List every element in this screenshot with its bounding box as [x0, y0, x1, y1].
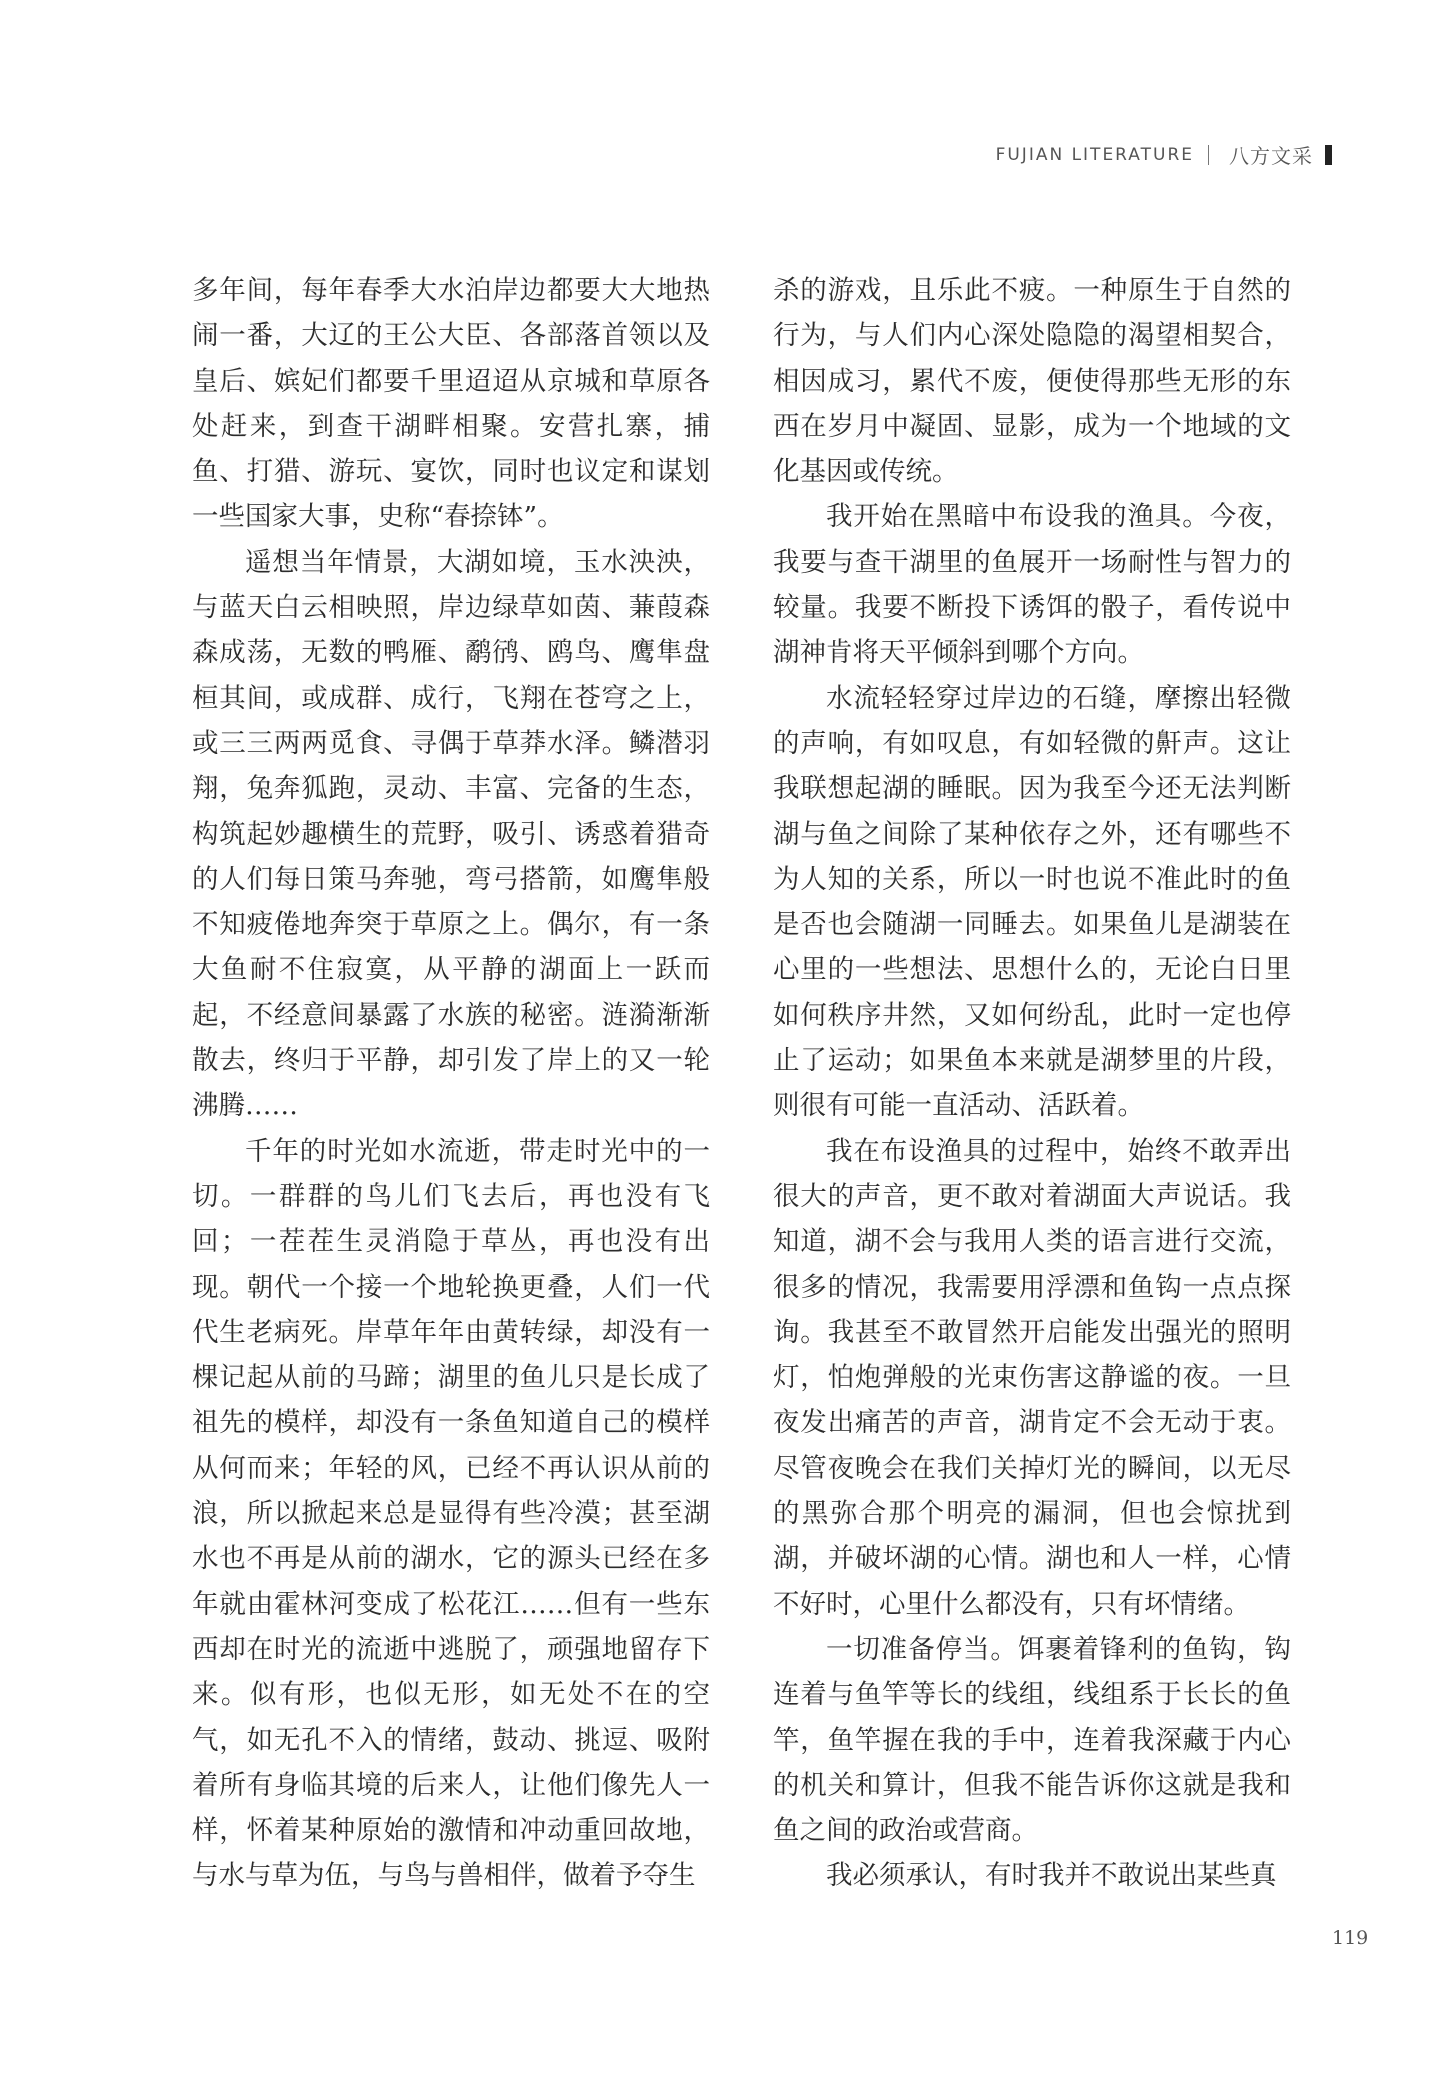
header-block-mark — [1325, 145, 1332, 165]
paragraph: 千年的时光如水流逝，带走时光中的一切。一群群的鸟儿们飞去后，再也没有飞回；一茬茬生灵消隐于草丛，再也没有出现。朝代一个接一个地轮换更叠，人们一代代生老病死。岸草年年由黄转绿，却没有一棵记起从前的马蹄；湖里的鱼儿只是长成了祖先的模样，却没有一条鱼知道自己的模样从何而来；年轻的风，已经不再认识从前的浪，所以掀起来总是显得有些冷漠；甚至湖水也不再是从前的湖水，它的源头已经在多年就由霍林河变成了松花江……但有一些东西却在时光的流逝中逃脱了，顽强地留存下来。似有形，也似无形，如无处不在的空气，如无孔不入的情绪，鼓动、挑逗、吸附着所有身临其境的后来人，让他们像先人一样，怀着某种原始的激情和冲动重回故地，与水与草为伍，与鸟与兽相伴，做着予夺生 — [192, 1135, 710, 1892]
page-number: 119 — [1332, 1927, 1369, 1949]
right-text-column — [773, 268, 1291, 1899]
running-header — [996, 140, 1332, 169]
paragraph: 杀的游戏，且乐此不疲。一种原生于自然的行为，与人们内心深处隐隐的渴望相契合，相因成习，累代不废，便使得那些无形的东西在岁月中凝固、显影，成为一个地域的文化基因或传统。 — [773, 275, 1291, 488]
column-name: 八方文采 — [1229, 144, 1313, 168]
left-text-column — [192, 268, 710, 1899]
paragraph: 我必须承认，有时我并不敢说出某些真 — [826, 1860, 1277, 1892]
journal-name: FUJIAN LITERATURE — [995, 144, 1194, 165]
paragraph: 我开始在黑暗中布设我的渔具。今夜，我要与查干湖里的鱼展开一场耐性与智力的较量。我要不断投下诱饵的骰子，看传说中湖神肯将天平倾斜到哪个方向。 — [773, 501, 1291, 669]
paragraph: 一切准备停当。饵裹着锋利的鱼钩，钩连着与鱼竿等长的线组，线组系于长长的鱼竿，鱼竿握在我的手中，连着我深藏于内心的机关和算计，但我不能告诉你这就是我和鱼之间的政治或营商。 — [773, 1633, 1291, 1847]
header-divider — [1208, 145, 1209, 165]
paragraph: 多年间，每年春季大水泊岸边都要大大地热闹一番，大辽的王公大臣、各部落首领以及皇后、嫔妃们都要千里迢迢从京城和草原各处赶来，到查干湖畔相聚。安营扎寨，捕鱼、打猎、游玩、宴饮，同时也议定和谋划一些国家大事，史称“春捺钵”。 — [192, 275, 710, 533]
paragraph: 遥想当年情景，大湖如境，玉水泱泱，与蓝天白云相映照，岸边绿草如茵、蒹葭森森成荡，无数的鸭雁、鹬鸻、鸥鸟、鹰隼盘桓其间，或成群、成行，飞翔在苍穹之上，或三三两两觅食、寻偶于草莽水泽。鳞潜羽翔，兔奔狐跑，灵动、丰富、完备的生态，构筑起妙趣横生的荒野，吸引、诱惑着猎奇的人们每日策马奔驰，弯弓搭箭，如鹰隼般不知疲倦地奔突于草原之上。偶尔，有一条大鱼耐不住寂寞，从平静的湖面上一跃而起，不经意间暴露了水族的秘密。涟漪渐渐散去，终归于平静，却引发了岸上的又一轮沸腾…… — [192, 546, 710, 1122]
paragraph: 水流轻轻穿过岸边的石缝，摩擦出轻微的声响，有如叹息，有如轻微的鼾声。这让我联想起湖的睡眠。因为我至今还无法判断湖与鱼之间除了某种依存之外，还有哪些不为人知的关系，所以一时也说不准此时的鱼是否也会随湖一同睡去。如果鱼儿是湖装在心里的一些想法、思想什么的，无论白日里如何秩序井然，又如何纷乱，此时一定也停止了运动；如果鱼本来就是湖梦里的片段，则很有可能一直活动、活跃着。 — [773, 682, 1291, 1122]
paragraph: 我在布设渔具的过程中，始终不敢弄出很大的声音，更不敢对着湖面大声说话。我知道，湖不会与我用人类的语言进行交流，很多的情况，我需要用浮漂和鱼钩一点点探询。我甚至不敢冒然开启能发出强光的照明灯，怕炮弹般的光束伤害这静谧的夜。一旦夜发出痛苦的声音，湖肯定不会无动于衷。尽管夜晚会在我们关掉灯光的瞬间，以无尽的黑弥合那个明亮的漏洞，但也会惊扰到湖，并破坏湖的心情。湖也和人一样，心情不好时，心里什么都没有，只有坏情绪。 — [773, 1135, 1291, 1620]
